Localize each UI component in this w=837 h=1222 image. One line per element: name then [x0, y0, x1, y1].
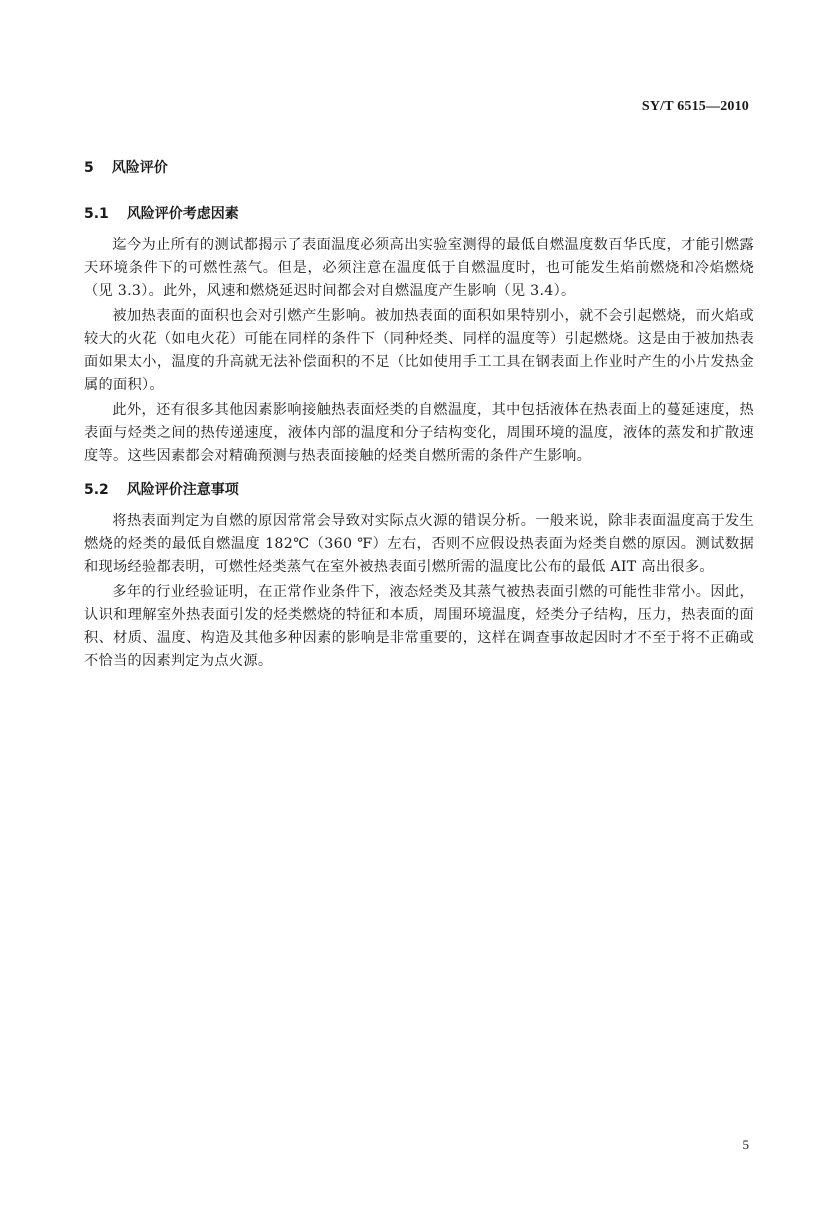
subsection-title: 风险评价考虑因素 [126, 206, 239, 222]
subsection-number: 5.1 [84, 206, 109, 222]
page-number: 5 [742, 1137, 749, 1152]
paragraph: 将热表面判定为自燃的原因常常会导致对实际点火源的错误分析。一般来说，除非表面温度高于发生燃烧的烃类的最低自燃温度 182℃（360 ℉）左右，否则不应假设热表面为烃类自燃的原因。测试数据和现场经验都表明，可燃性烃类蒸气在室外被热表面引燃所需的温度比公布的最低 AIT 高出很多。 [84, 513, 754, 575]
section-title: 风险评价 [111, 160, 168, 176]
paragraph: 迄今为止所有的测试都揭示了表面温度必须高出实验室测得的最低自燃温度数百华氏度，才能引燃露天环境条件下的可燃性蒸气。但是，必须注意在温度低于自燃温度时，也可能发生焰前燃烧和冷焰燃烧（见 3.3）。此外，风速和燃烧延迟时间都会对自燃温度产生影响（见 3.4）。 [84, 237, 754, 299]
subsection-heading-5-2 [84, 480, 754, 500]
subsection-heading-5-1 [84, 204, 754, 224]
section-heading-5 [84, 158, 754, 178]
section-number: 5 [84, 160, 94, 176]
standard-code: SY/T 6515—2010 [641, 99, 749, 114]
page-content [84, 158, 754, 675]
subsection-title: 风险评价注意事项 [126, 482, 239, 498]
paragraph: 被加热表面的面积也会对引燃产生影响。被加热表面的面积如果特别小，就不会引起燃烧，而火焰或较大的火花（如电火花）可能在同样的条件下（同种烃类、同样的温度等）引起燃烧。这是由于被加热表面如果太小，温度的升高就无法补偿面积的不足（比如使用手工工具在钢表面上作业时产生的小片发热金属的面积）。 [84, 308, 754, 393]
subsection-number: 5.2 [84, 482, 109, 498]
paragraph: 多年的行业经验证明，在正常作业条件下，液态烃类及其蒸气被热表面引燃的可能性非常小。因此，认识和理解室外热表面引发的烃类燃烧的特征和本质，周围环境温度，烃类分子结构，压力，热表面的面积、材质、温度、构造及其他多种因素的影响是非常重要的，这样在调查事故起因时才不至于将不正确或不恰当的因素判定为点火源。 [84, 584, 754, 669]
paragraph: 此外，还有很多其他因素影响接触热表面烃类的自燃温度，其中包括液体在热表面上的蔓延速度，热表面与烃类之间的热传递速度，液体内部的温度和分子结构变化，周围环境的温度，液体的蒸发和扩散速度等。这些因素都会对精确预测与热表面接触的烃类自燃所需的条件产生影响。 [84, 402, 754, 464]
